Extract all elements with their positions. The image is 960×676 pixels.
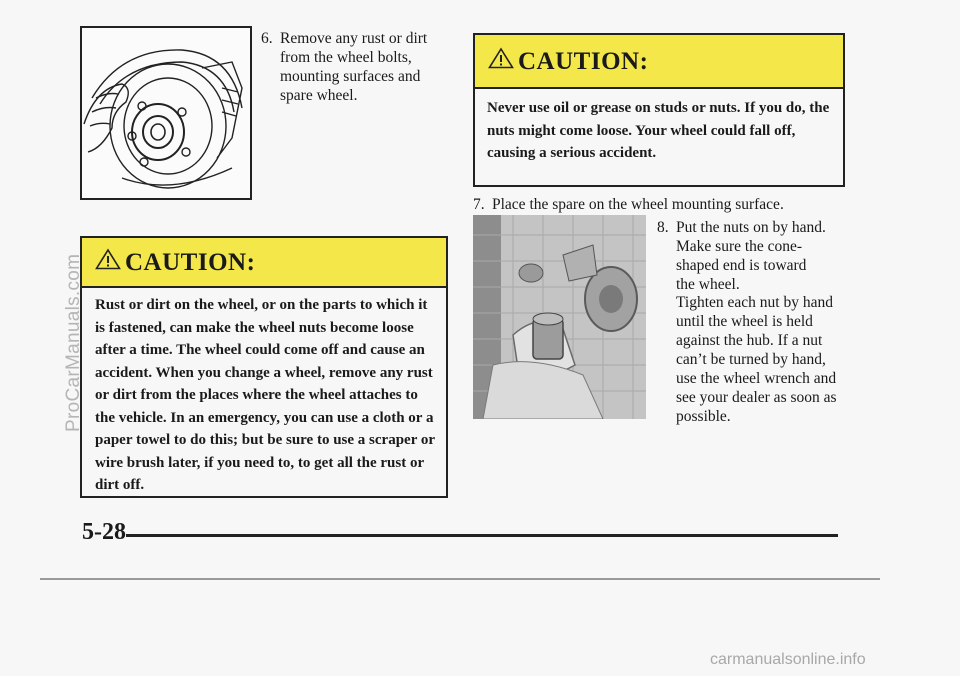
footer-rule [126,534,838,537]
bottom-watermark: carmanualsonline.info [710,651,866,668]
page-number: 5-28 [82,519,126,545]
wheel-hub-cleaning-illustration [80,26,252,200]
hub-drawing [82,28,250,198]
photo-drawing [473,215,646,419]
step-text: Place the spare on the wheel mounting surface. [492,196,784,213]
caution-box-rust-dirt [80,236,448,498]
step-number: 6. [261,30,273,47]
side-watermark: ProCarManuals.com [63,253,84,432]
wheel-nut-photo [473,215,646,419]
caution-title: CAUTION: [125,249,256,276]
step-8-paragraph: Tighten each nut by hand until the wheel is held against the hub. If a nut can’t be turned by hand, use the wheel wrench and see your dealer as soon as possible. [676,294,837,425]
caution-text: Never use oil or grease on studs or nuts. If you do, the nuts might come loose. Your wheel could fall off, causing a serious accident. [487,100,830,161]
caution-title: CAUTION: [518,48,649,75]
step-text: Put the nuts on by hand. Make sure the cone-shaped end is toward the wheel. [676,219,826,293]
step-text: Remove any rust or dirt from the wheel bolts, mounting surfaces and spare wheel. [280,30,428,104]
warning-triangle-icon [488,47,514,69]
caution-box-oil-grease [473,33,845,187]
caution-header [475,35,843,89]
warning-triangle-icon [95,248,121,270]
caution-header [82,238,446,288]
step-number: 8. [657,219,669,236]
bottom-divider [40,578,880,580]
caution-text: Rust or dirt on the wheel, or on the parts to which it is fastened, can make the wheel nuts become loose after a time. The wheel could come off and cause an accident. When you change a wheel, remove any rust or dirt from the places where the wheel attaches to the vehicle. In an emergency, you can use a cloth or a paper towel to do this; but be sure to use a scraper or wire brush later, if you need to, to get all the rust or dirt off. [95,297,435,493]
step-number: 7. [473,196,485,213]
